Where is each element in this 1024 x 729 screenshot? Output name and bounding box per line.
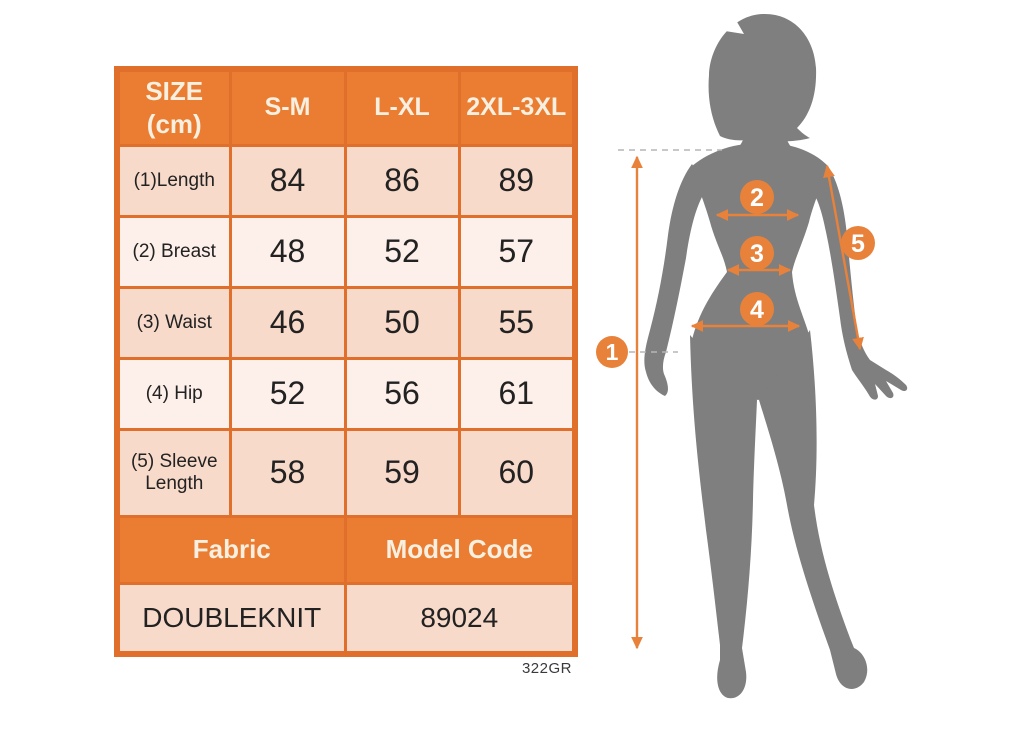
marker-4-number: 4 (750, 296, 764, 324)
female-body-silhouette (644, 14, 907, 698)
sleeve-s-m: 58 (230, 429, 345, 516)
model-code-value: 89024 (345, 583, 575, 654)
size-unit-header: SIZE (cm) (117, 69, 230, 145)
hip-s-m: 52 (230, 358, 345, 429)
marker-4 (740, 292, 774, 326)
right-leg (759, 330, 867, 689)
sleeve-2xl-3xl: 60 (459, 429, 575, 516)
row-label-length: (1)Length (117, 145, 230, 216)
waist-l-xl: 50 (345, 287, 459, 358)
color-code-note: 322GR (521, 660, 572, 677)
breast-2xl-3xl: 57 (459, 216, 575, 287)
waist-s-m: 46 (230, 287, 345, 358)
row-label-sleeve-length: (5) Sleeve Length (117, 429, 230, 516)
model-code-header: Model Code (345, 516, 575, 583)
length-2xl-3xl: 89 (459, 145, 575, 216)
marker-3-number: 3 (750, 240, 764, 268)
left-leg (690, 335, 757, 698)
marker-2 (740, 180, 774, 214)
col-header-l-xl: L-XL (345, 69, 459, 145)
marker-5-number: 5 (851, 230, 865, 258)
length-s-m: 84 (230, 145, 345, 216)
row-label-waist: (3) Waist (117, 287, 230, 358)
marker-3 (740, 236, 774, 270)
hip-l-xl: 56 (345, 358, 459, 429)
fabric-value: DOUBLEKNIT (117, 583, 345, 654)
col-header-s-m: S-M (230, 69, 345, 145)
col-header-2xl-3xl: 2XL-3XL (459, 69, 575, 145)
waist-2xl-3xl: 55 (459, 287, 575, 358)
length-l-xl: 86 (345, 145, 459, 216)
marker-2-number: 2 (750, 184, 764, 212)
fabric-header: Fabric (117, 516, 345, 583)
sleeve-l-xl: 59 (345, 429, 459, 516)
marker-1-number: 1 (605, 339, 619, 365)
breast-s-m: 48 (230, 216, 345, 287)
hip-2xl-3xl: 61 (459, 358, 575, 429)
row-label-breast: (2) Breast (117, 216, 230, 287)
row-label-hip: (4) Hip (117, 358, 230, 429)
breast-l-xl: 52 (345, 216, 459, 287)
marker-1 (596, 336, 628, 368)
right-arm (812, 166, 907, 400)
marker-5 (841, 226, 875, 260)
